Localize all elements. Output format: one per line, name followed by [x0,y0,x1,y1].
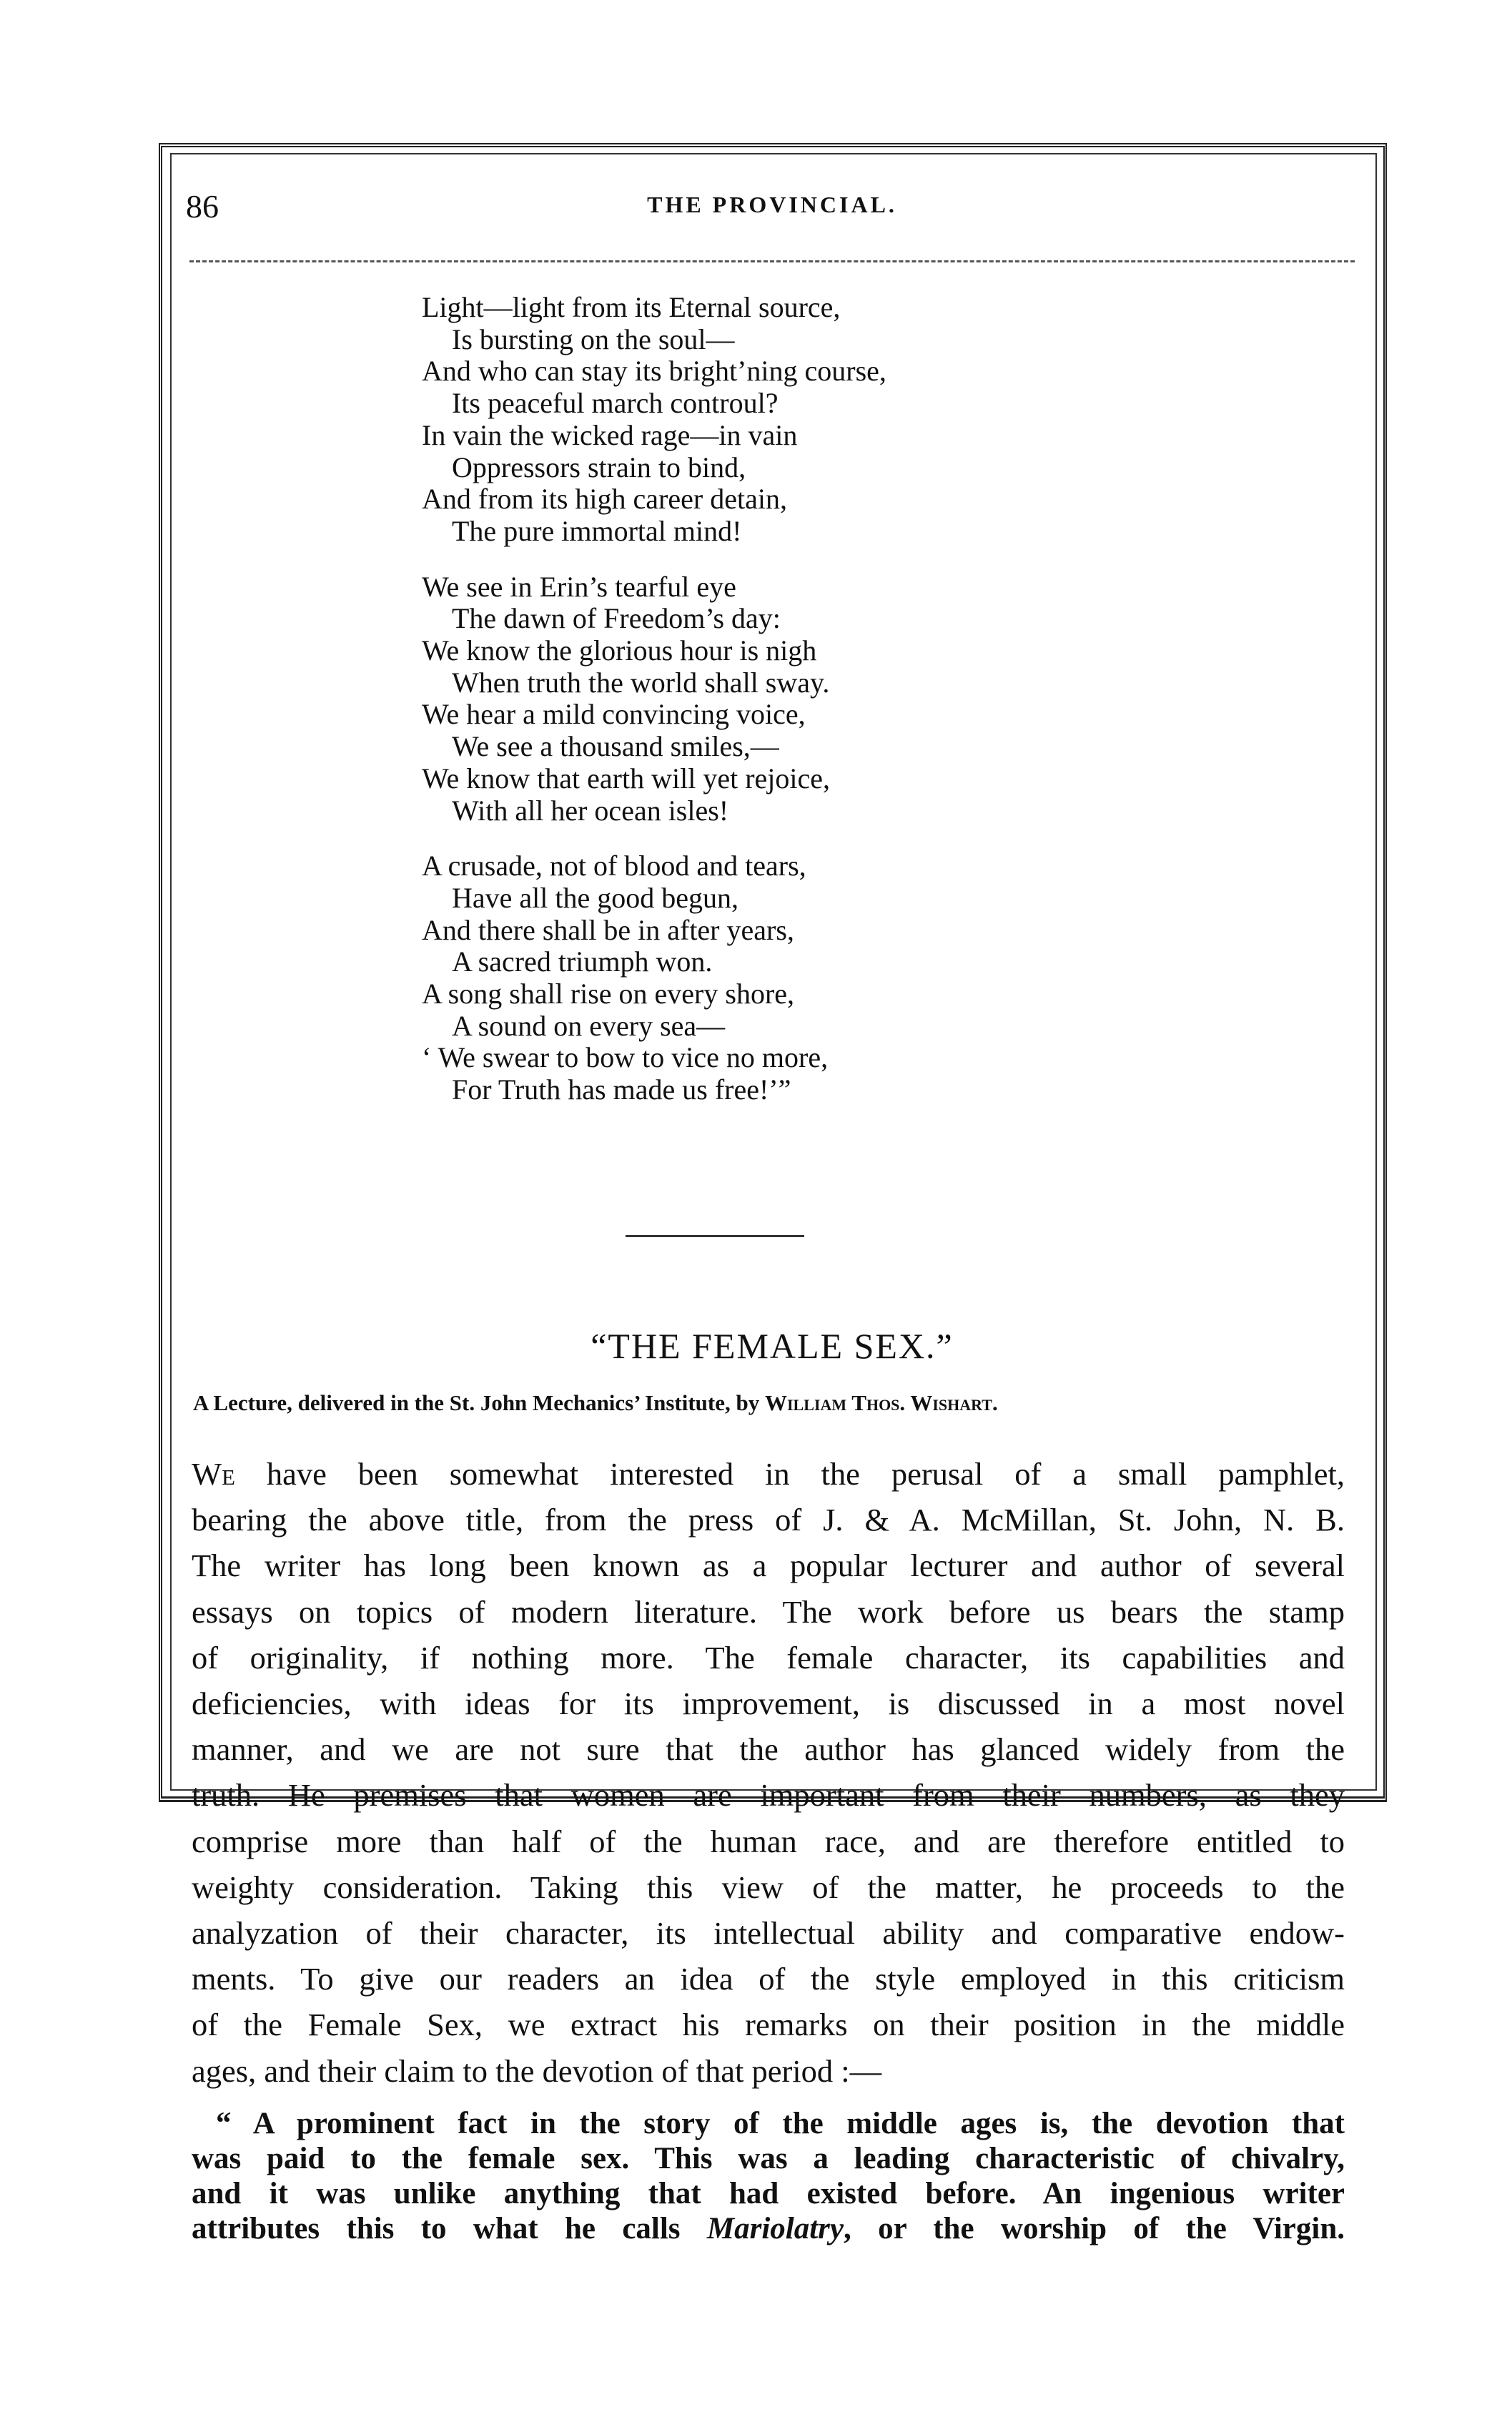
paragraph-line: essays on topics of modern literature. The work before us bears the stamp [192,1593,1345,1630]
poem-line: We know the glorious hour is nigh [422,634,817,667]
drop-word: We [192,1456,235,1492]
poem-line: And from its high career detain, [422,483,787,516]
poem-line: The dawn of Freedom’s day: [452,602,781,635]
paragraph-line: The writer has long been known as a popular lecturer and author of several [192,1548,1345,1584]
paragraph-line: truth. He premises that women are important from their numbers, as they [192,1777,1345,1814]
article-subtitle [193,1390,1355,1416]
paragraph-line: manner, and we are not sure that the author has glanced widely from the [192,1731,1345,1768]
paragraph-line-text: have been somewhat interested in the perusal of a small pamphlet, [234,1456,1345,1492]
poem-line: Is bursting on the soul— [452,323,735,355]
poem-line: The pure immortal mind! [452,514,742,547]
quote-line [192,2211,1345,2246]
paragraph-line: of the Female Sex, we extract his remarks on their position in the middle [192,2007,1345,2043]
paragraph-line: analyzation of their character, its intellectual ability and comparative endow- [192,1915,1345,1952]
poem-line: We see a thousand smiles,— [452,730,779,763]
article-title: “THE FEMALE SEX.” [591,1326,954,1366]
quote-text: attributes this to what he calls [192,2212,707,2245]
poem-line: We see in Erin’s tearful eye [422,570,736,603]
article-quote [192,2106,1345,2246]
poem-line: Oppressors strain to bind, [452,451,746,483]
running-head [186,187,1358,230]
paragraph-line: deficiencies, with ideas for its improvement, is discussed in a most novel [192,1686,1345,1722]
journal-title: THE PROVINCIAL. [647,192,897,217]
paragraph-line: comprise more than half of the human race, and are therefore entitled to [192,1823,1345,1859]
article-paragraph [192,1451,1345,2094]
author-name: William Thos. Wishart. [764,1390,998,1415]
poem-line: A sacred triumph won. [452,945,713,978]
poem-line: We hear a mild convincing voice, [422,698,806,731]
quote-line: “ A prominent fact in the story of the middle ages is, the devotion that [216,2107,1345,2140]
paragraph-line: ages, and their claim to the devotion of that period :— [192,2052,882,2089]
poem-line: In vain the wicked rage—in vain [422,418,798,451]
poem-line: With all her ocean isles! [452,794,729,827]
quote-line: and it was unlike anything that had existed before. An ingenious writer [192,2177,1345,2210]
poem-line: And who can stay its bright’ning course, [422,355,886,388]
poem-line: And there shall be in after years, [422,913,794,946]
poem-line: When truth the world shall sway. [452,666,830,699]
quote-text: , or the worship of the Virgin. [844,2212,1345,2245]
poem-stanza-1 [422,292,1280,548]
poem-line: ‘ We swear to bow to vice no more, [422,1041,829,1074]
poem [422,292,1280,1130]
poem-line: Light—light from its Eternal source, [422,291,841,323]
paragraph-line: ments. To give our readers an idea of the style employed in this criticism [192,1961,1345,1997]
paragraph-line: bearing the above title, from the press of J. & A. McMillan, St. John, N. B. [192,1502,1345,1538]
page-number: 86 [186,188,219,225]
quote-line: was paid to the female sex. This was a leading characteristic of chivalry, [192,2142,1345,2175]
poem-stanza-2 [422,571,1280,827]
paragraph-line: weighty consideration. Taking this view of the matter, he proceeds to the [192,1869,1345,1905]
poem-line: For Truth has made us free!’” [452,1073,791,1106]
poem-stanza-3 [422,850,1280,1106]
poem-line: We know that earth will yet rejoice, [422,762,831,795]
poem-line: A sound on every sea— [452,1009,726,1042]
paragraph-line: of originality, if nothing more. The female character, its capabilities and [192,1639,1345,1676]
poem-line: Have all the good begun, [452,881,738,914]
quote-emphasis: Mariolatry [706,2212,844,2245]
subtitle-text: A Lecture, delivered in the St. John Mechanics’ Institute, by [193,1390,765,1415]
paragraph-line [192,1451,1345,1497]
header-rule [189,260,1355,262]
section-separator [626,1235,804,1237]
poem-line: A song shall rise on every shore, [422,978,795,1010]
poem-line: Its peaceful march controul? [452,387,779,420]
poem-line: A crusade, not of blood and tears, [422,850,806,882]
